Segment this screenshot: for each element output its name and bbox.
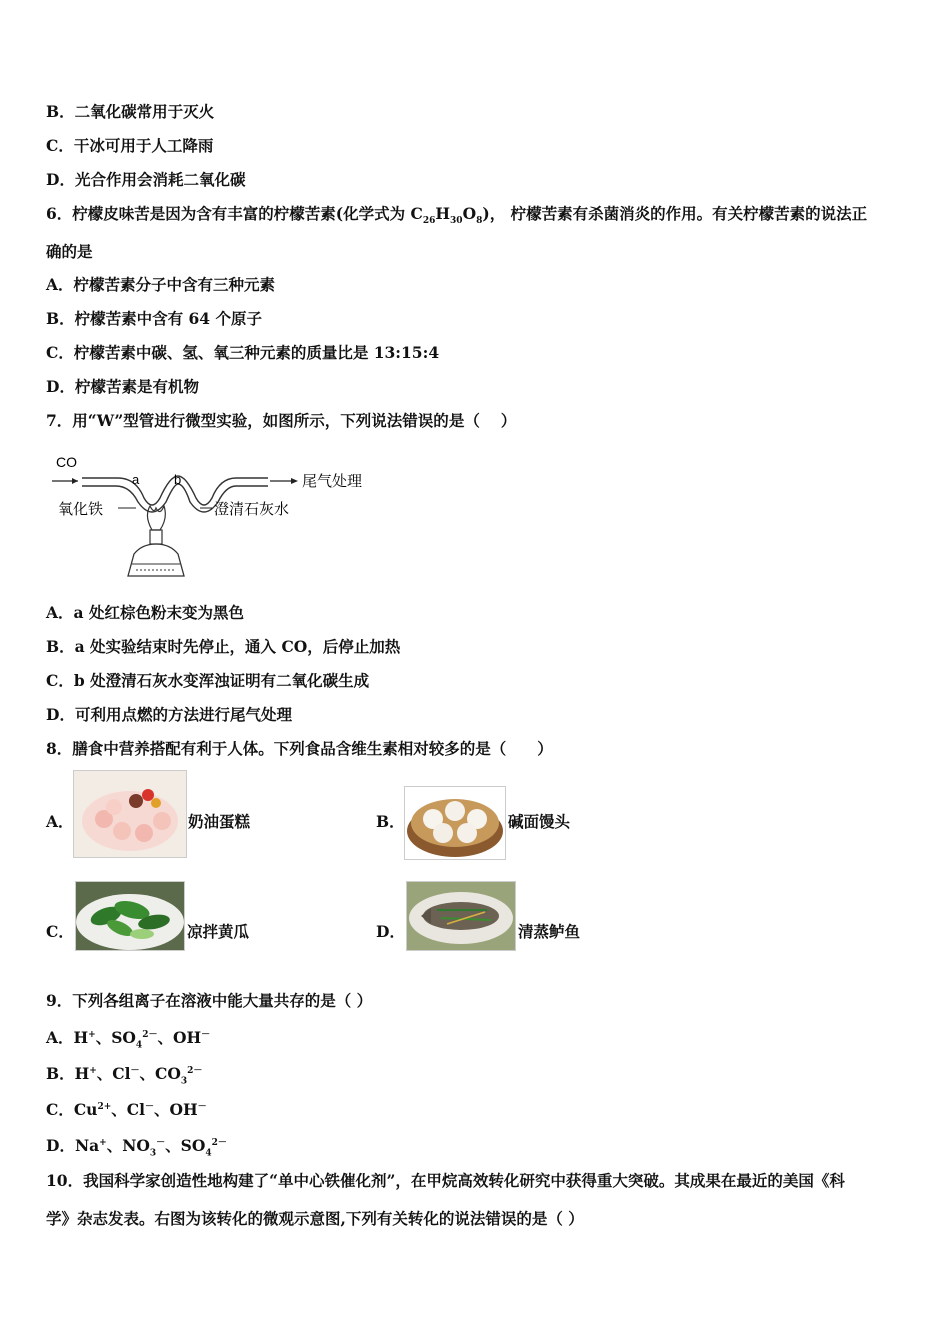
q9c-sup1: 2+ [97, 1102, 112, 1112]
q9c-part3: 、OH [154, 1100, 198, 1120]
q6-stem-cont: 确的是 [46, 242, 93, 261]
q9-option-c [46, 1097, 207, 1120]
fig-label-exhaust: 尾气处理 [302, 472, 363, 490]
q5-option-d: D．光合作用会消耗二氧化碳 [46, 170, 246, 189]
q6-h: H [435, 204, 451, 223]
q9-stem: 9．下列各组离子在溶液中能大量共存的是（ ） [46, 991, 373, 1010]
q10-stem: 10．我国科学家创造性地构建了“单中心铁催化剂”，在甲烷高效转化研究中获得重大突破。其成果在最近的美国《科 [46, 1171, 845, 1190]
q8-option-a-letter: A． [46, 812, 74, 831]
w-tube-apparatus-figure [48, 450, 363, 582]
q9a-part2: 、SO [95, 1028, 136, 1048]
q9b-sup1: + [89, 1066, 97, 1076]
q6-option-d: D．柠檬苦素是有机物 [46, 377, 199, 396]
q6-stem-post: )， 柠檬苦素有杀菌消炎的作用。有关柠檬苦素的说法正 [482, 204, 868, 223]
q9b-sup3: 2－ [187, 1066, 203, 1076]
q9d-part3: 、SO [165, 1136, 206, 1156]
fig-label-a: a [132, 472, 140, 487]
q7-stem: 7．用“W”型管进行微型实验，如图所示，下列说法错误的是（ ） [46, 411, 517, 430]
fig-label-limewater: 澄清石灰水 [214, 500, 290, 518]
q9c-sup3: － [197, 1102, 207, 1112]
q7-option-c: C．b 处澄清石灰水变浑浊证明有二氧化碳生成 [46, 671, 370, 690]
q9-option-b [46, 1061, 202, 1091]
q8-stem: 8．膳食中营养搭配有利于人体。下列食品含维生素相对较多的是（ ） [46, 739, 553, 758]
q9a-sup3: － [201, 1030, 211, 1040]
q6-sub-h: 30 [450, 216, 463, 227]
q9a-sup2: 2－ [142, 1030, 158, 1040]
fig-label-b: b [174, 472, 182, 487]
q8-option-b-text: 碱面馒头 [508, 812, 571, 831]
q9d-sup2: － [156, 1138, 166, 1148]
q9-option-a [46, 1025, 210, 1055]
q9b-sup2: － [130, 1066, 140, 1076]
q9d-sub2: 3 [149, 1148, 157, 1159]
q9c-sup2: － [145, 1102, 155, 1112]
q8-option-d-letter: D． [376, 922, 405, 941]
q9d-sub3: 4 [205, 1148, 212, 1159]
q10-stem-cont: 学》杂志发表。右图为该转化的微观示意图,下列有关转化的说法错误的是（ ） [46, 1209, 584, 1228]
q9d-sup1: + [99, 1138, 107, 1148]
co-arrowhead [72, 478, 78, 484]
cream-cake-image [73, 770, 187, 858]
q9a-sup1: + [88, 1030, 96, 1040]
flame-icon [147, 506, 165, 530]
q6-stem [46, 204, 867, 231]
q8-option-d-text: 清蒸鲈鱼 [518, 922, 581, 941]
q8-option-a-text: 奶油蛋糕 [188, 812, 251, 831]
steamed-fish-image [406, 881, 516, 951]
q9a-sub2: 4 [135, 1040, 143, 1051]
q5-option-b: B．二氧化碳常用于灭火 [46, 102, 215, 121]
q9d-part2: 、NO [106, 1136, 150, 1156]
q9b-sub3: 3 [180, 1076, 188, 1087]
exhaust-arrowhead [291, 478, 298, 484]
q7-option-d: D．可利用点燃的方法进行尾气处理 [46, 705, 292, 724]
q8-option-c-text: 凉拌黄瓜 [187, 922, 250, 941]
q6-o: O [462, 204, 477, 223]
q7-option-b: B．a 处实验结束时先停止，通入 CO，后停止加热 [46, 637, 401, 656]
q9a-part1: A．H [46, 1028, 89, 1048]
alcohol-lamp-icon [128, 544, 184, 576]
q6-option-c: C．柠檬苦素中碳、氢、氧三种元素的质量比是 13:15:4 [46, 343, 440, 362]
q6-sub-c: 26 [422, 216, 436, 227]
steamed-buns-image [404, 786, 506, 860]
q8-option-b-letter: B． [376, 812, 405, 831]
q6-sub-o: 8 [476, 216, 483, 227]
q6-option-a: A．柠檬苦素分子中含有三种元素 [46, 275, 276, 294]
fig-label-co: CO [56, 454, 77, 470]
q9b-part1: B．H [46, 1064, 90, 1084]
fig-label-iron-oxide: 氧化铁 [58, 500, 104, 518]
q7-option-a: A．a 处红棕色粉末变为黑色 [46, 603, 244, 622]
cucumber-salad-image [75, 881, 185, 951]
q9b-part2: 、Cl [96, 1064, 131, 1084]
q8-option-c-letter: C． [46, 922, 74, 941]
q6-stem-pre: 6．柠檬皮味苦是因为含有丰富的柠檬苦素(化学式为 C [46, 204, 423, 223]
q6-option-b: B．柠檬苦素中含有 64 个原子 [46, 309, 262, 328]
lamp-wick [150, 530, 162, 544]
q9d-sup3: 2－ [211, 1138, 227, 1148]
q9-option-d [46, 1133, 227, 1163]
q9a-part3: 、OH [157, 1028, 202, 1048]
q9c-part2: 、Cl [111, 1100, 145, 1120]
q9c-part1: C．Cu [46, 1100, 98, 1120]
q9d-part1: D．Na [46, 1136, 100, 1156]
q5-option-c: C．干冰可用于人工降雨 [46, 136, 214, 155]
q9b-part3: 、CO [139, 1064, 181, 1084]
